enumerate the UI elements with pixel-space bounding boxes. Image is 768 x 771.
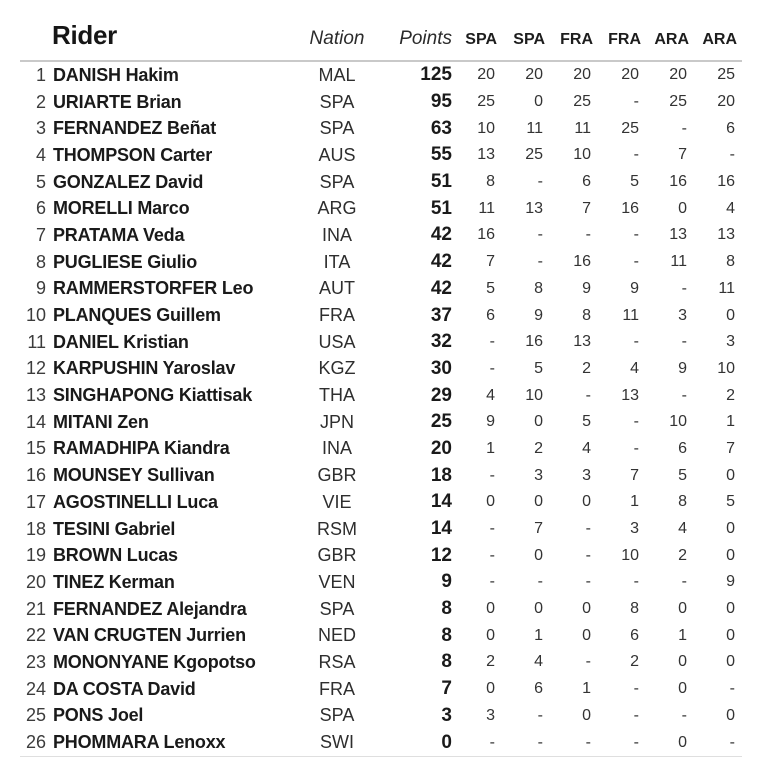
score-cell: - xyxy=(537,226,543,244)
table-row xyxy=(20,356,742,383)
nation-cell: NED xyxy=(317,625,356,646)
score-cell: 1 xyxy=(486,439,495,457)
score-cell: 8 xyxy=(582,306,591,324)
score-cell: 11 xyxy=(478,199,495,217)
points-cell: 20 xyxy=(430,437,452,459)
points-cell: 9 xyxy=(441,571,452,593)
points-cell: 25 xyxy=(430,411,452,433)
score-cell: 2 xyxy=(726,386,735,404)
rank-cell: 11 xyxy=(27,331,46,352)
score-cell: 2 xyxy=(678,546,687,564)
score-cell: 1 xyxy=(534,626,543,644)
score-cell: 4 xyxy=(630,359,639,377)
score-cell: 0 xyxy=(486,600,495,618)
table-row xyxy=(20,649,742,676)
table-row xyxy=(20,489,742,516)
nation-cell: FRA xyxy=(319,678,355,699)
score-cell: 0 xyxy=(582,493,591,511)
score-cell: 16 xyxy=(525,333,543,351)
nation-cell: VIE xyxy=(322,491,352,512)
score-cell: 4 xyxy=(678,520,687,538)
score-cell: 0 xyxy=(534,546,543,564)
rider-name-cell: KARPUSHIN Yaroslav xyxy=(53,358,236,379)
nation-cell: ITA xyxy=(323,251,351,272)
nation-cell: KGZ xyxy=(318,358,356,379)
score-cell: 8 xyxy=(726,253,735,271)
rank-cell: 12 xyxy=(25,358,46,379)
score-cell: 13 xyxy=(717,226,735,244)
score-cell: 4 xyxy=(486,386,495,404)
score-cell: 13 xyxy=(621,386,639,404)
score-cell: 9 xyxy=(534,306,543,324)
score-cell: 9 xyxy=(486,413,495,431)
score-cell: 20 xyxy=(621,66,639,84)
nation-cell: SWI xyxy=(294,729,380,756)
score-cell: - xyxy=(729,146,735,164)
rider-name-cell: PUGLIESE Giulio xyxy=(53,251,198,272)
rider-name-cell: TESINI Gabriel xyxy=(53,518,176,539)
table-row xyxy=(20,329,742,356)
score-cell: 3 xyxy=(582,466,591,484)
nation-cell: AUS xyxy=(318,144,356,165)
score-cell: 10 xyxy=(621,546,639,564)
rider-name-cell: GONZALEZ David xyxy=(53,171,204,192)
score-cell: 25 xyxy=(525,146,543,164)
score-cell: 13 xyxy=(525,199,543,217)
score-cell: - xyxy=(729,680,735,698)
score-cell: 4 xyxy=(726,199,735,217)
points-cell: 55 xyxy=(430,144,452,166)
table-row xyxy=(20,61,742,89)
table-row xyxy=(20,249,742,276)
score-cell: - xyxy=(681,333,687,351)
score-cell: 3 xyxy=(630,520,639,538)
points-cell: 125 xyxy=(420,64,452,86)
table-row xyxy=(20,542,742,569)
score-cell: - xyxy=(681,706,687,724)
score-cell: 2 xyxy=(486,653,495,671)
score-cell: 0 xyxy=(486,493,495,511)
table-row xyxy=(20,462,742,489)
score-cell: 1 xyxy=(630,493,639,511)
score-cell: - xyxy=(633,680,639,698)
table-row xyxy=(20,195,742,222)
points-cell: 37 xyxy=(430,304,452,326)
table-row xyxy=(20,169,742,196)
score-cell: 5 xyxy=(534,359,543,377)
score-cell: 9 xyxy=(678,359,687,377)
rider-name-cell: MOUNSEY Sullivan xyxy=(53,465,215,486)
score-cell: 3 xyxy=(486,706,495,724)
score-cell: 6 xyxy=(726,119,735,137)
score-cell: 0 xyxy=(726,466,735,484)
points-header: Points xyxy=(380,4,454,61)
nation-cell: INA xyxy=(321,438,352,459)
score-cell: 10 xyxy=(525,386,543,404)
score-cell: - xyxy=(537,173,543,191)
points-cell: 32 xyxy=(430,331,452,353)
rider-name-cell: MONONYANE Kgopotso xyxy=(53,651,256,672)
rider-name-cell: PLANQUES Guillem xyxy=(53,305,221,326)
score-cell: - xyxy=(633,573,639,591)
score-cell: - xyxy=(585,546,591,564)
rider-name-cell: FERNANDEZ Alejandra xyxy=(53,598,247,619)
score-cell: - xyxy=(633,333,639,351)
score-cell: 20 xyxy=(525,66,543,84)
rank-cell: 25 xyxy=(25,705,46,726)
score-cell: - xyxy=(694,729,742,756)
rank-cell: 1 xyxy=(35,64,46,85)
table-row xyxy=(20,276,742,303)
rank-cell: 18 xyxy=(25,518,46,539)
score-cell: - xyxy=(681,119,687,137)
score-cell: - xyxy=(454,729,502,756)
score-cell: 8 xyxy=(534,279,543,297)
score-cell: 0 xyxy=(534,413,543,431)
rank-cell: 21 xyxy=(25,598,46,619)
score-cell: 1 xyxy=(678,626,687,644)
table-header xyxy=(20,4,742,61)
score-cell: 2 xyxy=(534,439,543,457)
score-cell: - xyxy=(537,573,543,591)
nation-cell: RSM xyxy=(317,518,357,539)
race-header-fra-2: FRA xyxy=(598,4,646,61)
score-cell: 0 xyxy=(726,600,735,618)
nation-cell: ARG xyxy=(317,198,357,219)
score-cell: - xyxy=(633,146,639,164)
table-row xyxy=(20,729,742,756)
score-cell: 6 xyxy=(582,173,591,191)
rank-cell: 16 xyxy=(25,465,46,486)
rider-name-cell: VAN CRUGTEN Jurrien xyxy=(53,625,246,646)
race-header-spa-2: SPA xyxy=(502,4,550,61)
rider-name-cell: THOMPSON Carter xyxy=(53,144,213,165)
nation-cell: GBR xyxy=(317,545,357,566)
score-cell: 8 xyxy=(630,600,639,618)
rank-cell: 8 xyxy=(35,251,46,272)
nation-cell: RSA xyxy=(318,651,356,672)
score-cell: 0 xyxy=(678,653,687,671)
points-cell: 14 xyxy=(430,518,452,540)
score-cell: 16 xyxy=(573,253,591,271)
score-cell: 6 xyxy=(630,626,639,644)
rank-cell: 7 xyxy=(35,224,46,245)
points-cell: 95 xyxy=(430,91,452,113)
score-cell: 0 xyxy=(726,306,735,324)
rank-cell: 15 xyxy=(25,438,46,459)
points-cell: 30 xyxy=(430,357,452,379)
nation-header: Nation xyxy=(294,4,380,61)
points-cell: 42 xyxy=(430,251,452,273)
score-cell: 3 xyxy=(678,306,687,324)
race-header-ara-2: ARA xyxy=(694,4,742,61)
score-cell: 20 xyxy=(573,66,591,84)
score-cell: 11 xyxy=(526,119,543,137)
rank-cell: 14 xyxy=(25,411,46,432)
score-cell: 20 xyxy=(477,66,495,84)
score-cell: 8 xyxy=(678,493,687,511)
score-cell: 16 xyxy=(621,199,639,217)
rank-cell: 2 xyxy=(35,91,46,112)
table-row xyxy=(20,676,742,703)
score-cell: 7 xyxy=(630,466,639,484)
nation-cell: SPA xyxy=(319,705,355,726)
score-cell: 0 xyxy=(678,199,687,217)
score-cell: - xyxy=(537,706,543,724)
score-cell: - xyxy=(681,386,687,404)
table-row xyxy=(20,222,742,249)
rank-cell: 3 xyxy=(35,118,46,139)
rank-cell: 24 xyxy=(25,678,46,699)
score-cell: - xyxy=(585,226,591,244)
race-header-spa-1: SPA xyxy=(454,4,502,61)
rider-name-cell: DANISH Hakim xyxy=(53,64,179,85)
nation-cell: VEN xyxy=(318,571,356,592)
nation-cell: GBR xyxy=(317,465,357,486)
nation-cell: SPA xyxy=(319,91,355,112)
nation-cell: INA xyxy=(321,224,352,245)
score-cell: 0 xyxy=(486,680,495,698)
score-cell: 0 xyxy=(726,626,735,644)
score-cell: 0 xyxy=(534,93,543,111)
score-cell: 0 xyxy=(582,626,591,644)
score-cell: 9 xyxy=(630,279,639,297)
points-cell: 3 xyxy=(441,704,452,726)
points-cell: 8 xyxy=(441,598,452,620)
nation-cell: SPA xyxy=(319,171,355,192)
table-row xyxy=(20,409,742,436)
score-cell: - xyxy=(489,466,495,484)
score-cell: - xyxy=(489,333,495,351)
score-cell: - xyxy=(633,253,639,271)
rider-name-cell: FERNANDEZ Beñat xyxy=(53,118,217,139)
score-cell: - xyxy=(585,573,591,591)
nation-cell: AUT xyxy=(319,278,355,299)
rank-cell: 10 xyxy=(25,305,46,326)
score-cell: 1 xyxy=(582,680,591,698)
score-cell: 16 xyxy=(669,173,687,191)
table-row xyxy=(20,569,742,596)
score-cell: 0 xyxy=(646,729,694,756)
table-body xyxy=(20,61,742,756)
score-cell: 0 xyxy=(582,706,591,724)
score-cell: 0 xyxy=(726,520,735,538)
score-cell: 9 xyxy=(582,279,591,297)
score-cell: 0 xyxy=(582,600,591,618)
score-cell: 2 xyxy=(582,359,591,377)
rider-name-cell: MORELLI Marco xyxy=(53,198,190,219)
points-cell: 0 xyxy=(380,729,454,756)
score-cell: 0 xyxy=(726,653,735,671)
score-cell: 11 xyxy=(670,253,687,271)
score-cell: - xyxy=(585,386,591,404)
score-cell: 7 xyxy=(534,520,543,538)
points-cell: 7 xyxy=(441,678,452,700)
nation-cell: USA xyxy=(318,331,356,352)
score-cell: 0 xyxy=(726,546,735,564)
score-cell: 7 xyxy=(678,146,687,164)
score-cell: 25 xyxy=(669,93,687,111)
points-cell: 18 xyxy=(430,464,452,486)
score-cell: - xyxy=(502,729,550,756)
table-row xyxy=(20,115,742,142)
score-cell: - xyxy=(633,93,639,111)
score-cell: 3 xyxy=(534,466,543,484)
score-cell: 20 xyxy=(717,93,735,111)
rank-cell: 17 xyxy=(25,491,46,512)
standings-table xyxy=(20,4,742,757)
score-cell: - xyxy=(681,573,687,591)
score-cell: 5 xyxy=(630,173,639,191)
rider-name-cell: PHOMMARA Lenoxx xyxy=(46,729,294,756)
race-header-fra-1: FRA xyxy=(550,4,598,61)
score-cell: 25 xyxy=(621,119,639,137)
points-cell: 14 xyxy=(430,491,452,513)
score-cell: 16 xyxy=(717,173,735,191)
score-cell: - xyxy=(489,546,495,564)
score-cell: 0 xyxy=(678,680,687,698)
table-row xyxy=(20,596,742,623)
table-row xyxy=(20,436,742,463)
score-cell: - xyxy=(633,706,639,724)
rider-name-cell: RAMADHIPA Kiandra xyxy=(53,438,230,459)
nation-cell: FRA xyxy=(319,305,355,326)
score-cell: 11 xyxy=(718,279,735,297)
score-cell: - xyxy=(585,653,591,671)
score-cell: 11 xyxy=(622,306,639,324)
score-cell: - xyxy=(633,226,639,244)
score-cell: 13 xyxy=(669,226,687,244)
score-cell: - xyxy=(633,439,639,457)
rank-header-spacer xyxy=(20,4,46,61)
score-cell: - xyxy=(489,573,495,591)
score-cell: 10 xyxy=(573,146,591,164)
score-cell: 2 xyxy=(630,653,639,671)
score-cell: 0 xyxy=(534,493,543,511)
table-row xyxy=(20,89,742,116)
table-row xyxy=(20,142,742,169)
score-cell: - xyxy=(633,413,639,431)
score-cell: 0 xyxy=(534,600,543,618)
score-cell: 1 xyxy=(726,413,735,431)
table-row xyxy=(20,516,742,543)
rider-name-cell: URIARTE Brian xyxy=(53,91,182,112)
score-cell: 5 xyxy=(486,279,495,297)
points-cell: 29 xyxy=(430,384,452,406)
score-cell: 0 xyxy=(486,626,495,644)
points-cell: 42 xyxy=(430,277,452,299)
score-cell: 5 xyxy=(678,466,687,484)
points-cell: 51 xyxy=(430,171,452,193)
score-cell: 7 xyxy=(486,253,495,271)
rank-cell: 4 xyxy=(35,144,46,165)
score-cell: - xyxy=(598,729,646,756)
score-cell: 5 xyxy=(726,493,735,511)
points-cell: 63 xyxy=(430,117,452,139)
rank-cell: 9 xyxy=(35,278,46,299)
score-cell: - xyxy=(681,279,687,297)
rider-name-cell: RAMMERSTORFER Leo xyxy=(53,278,254,299)
score-cell: - xyxy=(585,520,591,538)
points-cell: 42 xyxy=(430,224,452,246)
nation-cell: SPA xyxy=(319,598,355,619)
table-row xyxy=(20,622,742,649)
score-cell: 6 xyxy=(534,680,543,698)
points-cell: 8 xyxy=(441,624,452,646)
rank-cell: 20 xyxy=(25,571,46,592)
nation-cell: MAL xyxy=(318,64,356,85)
score-cell: 11 xyxy=(574,119,591,137)
score-cell: 13 xyxy=(573,333,591,351)
score-cell: 0 xyxy=(726,706,735,724)
rider-name-cell: DA COSTA David xyxy=(53,678,196,699)
score-cell: - xyxy=(489,520,495,538)
rank-cell: 26 xyxy=(20,729,46,756)
nation-cell: JPN xyxy=(319,411,354,432)
rider-name-cell: PRATAMA Veda xyxy=(53,224,185,245)
score-cell: 7 xyxy=(726,439,735,457)
rider-name-cell: PONS Joel xyxy=(53,705,144,726)
score-cell: 16 xyxy=(477,226,495,244)
score-cell: 8 xyxy=(486,173,495,191)
score-cell: 6 xyxy=(486,306,495,324)
score-cell: - xyxy=(537,253,543,271)
score-cell: 4 xyxy=(582,439,591,457)
score-cell: 0 xyxy=(678,600,687,618)
score-cell: - xyxy=(489,359,495,377)
score-cell: 9 xyxy=(726,573,735,591)
rider-name-cell: MITANI Zen xyxy=(53,411,149,432)
score-cell: 4 xyxy=(534,653,543,671)
score-cell: 25 xyxy=(717,66,735,84)
rider-name-cell: DANIEL Kristian xyxy=(53,331,189,352)
rider-name-cell: BROWN Lucas xyxy=(53,545,178,566)
points-cell: 12 xyxy=(430,544,452,566)
rank-cell: 22 xyxy=(25,625,46,646)
score-cell: 3 xyxy=(726,333,735,351)
table-row xyxy=(20,382,742,409)
score-cell: 25 xyxy=(573,93,591,111)
rider-name-cell: SINGHAPONG Kiattisak xyxy=(53,385,253,406)
score-cell: 10 xyxy=(717,359,735,377)
score-cell: 10 xyxy=(669,413,687,431)
score-cell: 6 xyxy=(678,439,687,457)
score-cell: 25 xyxy=(477,93,495,111)
rank-cell: 19 xyxy=(25,545,46,566)
score-cell: 7 xyxy=(582,199,591,217)
rider-header: Rider xyxy=(46,4,294,61)
score-cell: 20 xyxy=(669,66,687,84)
rank-cell: 13 xyxy=(25,385,46,406)
nation-cell: THA xyxy=(319,385,355,406)
rider-name-cell: AGOSTINELLI Luca xyxy=(53,491,218,512)
rank-cell: 6 xyxy=(35,198,46,219)
points-cell: 8 xyxy=(441,651,452,673)
score-cell: 5 xyxy=(582,413,591,431)
table-row xyxy=(20,302,742,329)
points-cell: 51 xyxy=(430,197,452,219)
rank-cell: 23 xyxy=(25,651,46,672)
score-cell: - xyxy=(550,729,598,756)
score-cell: 13 xyxy=(477,146,495,164)
score-cell: 10 xyxy=(477,119,495,137)
rank-cell: 5 xyxy=(35,171,46,192)
rider-name-cell: TINEZ Kerman xyxy=(53,571,175,592)
nation-cell: SPA xyxy=(319,118,355,139)
table-row xyxy=(20,703,742,730)
race-header-ara-1: ARA xyxy=(646,4,694,61)
